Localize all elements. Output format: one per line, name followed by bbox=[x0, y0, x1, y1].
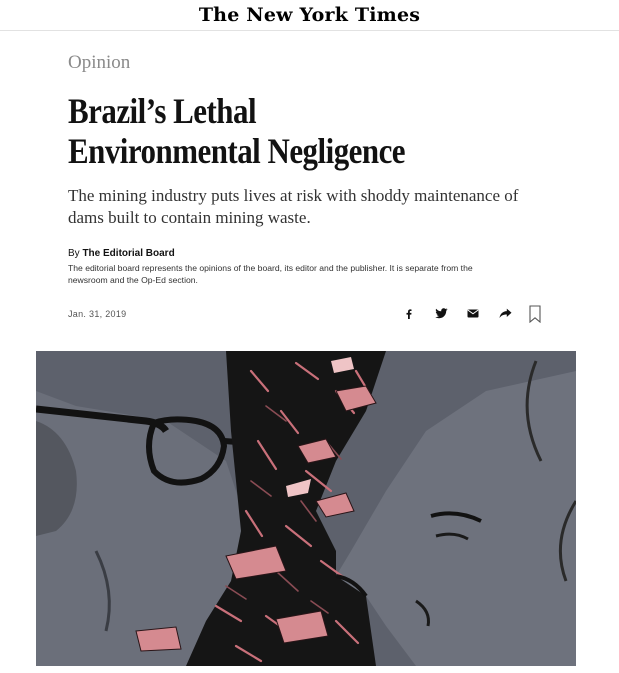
masthead bbox=[0, 0, 619, 31]
illustration-art bbox=[36, 351, 576, 666]
byline bbox=[68, 248, 558, 259]
headline bbox=[68, 91, 550, 171]
article-header bbox=[68, 52, 558, 325]
twitter-share-button[interactable] bbox=[430, 303, 452, 325]
headline-line-2: Environmental Negligence bbox=[68, 130, 406, 171]
headline-line-1: Brazil’s Lethal bbox=[68, 90, 257, 131]
byline-prefix: By bbox=[68, 247, 83, 259]
twitter-icon bbox=[435, 308, 448, 319]
more-share-button[interactable] bbox=[494, 303, 516, 325]
email-share-button[interactable] bbox=[462, 303, 484, 325]
share-icon bbox=[499, 308, 512, 319]
byline-description: The editorial board represents the opinions of the board, its editor and the publisher. It is separate from the newsroom and the Op-Ed section. bbox=[68, 262, 473, 285]
article-summary: The mining industry puts lives at risk with shoddy maintenance of dams built to contain mining waste. bbox=[68, 185, 519, 227]
nyt-logo[interactable]: The New York Times bbox=[198, 4, 421, 26]
bookmark-icon bbox=[529, 305, 541, 323]
facebook-share-button[interactable] bbox=[398, 303, 420, 325]
facebook-icon bbox=[403, 308, 415, 320]
section-label[interactable]: Opinion bbox=[68, 52, 131, 73]
email-icon bbox=[467, 309, 479, 318]
publish-date: Jan. 31, 2019 bbox=[68, 308, 127, 319]
save-bookmark-button[interactable] bbox=[528, 304, 542, 324]
article-illustration bbox=[36, 351, 576, 666]
share-tools bbox=[398, 303, 542, 325]
byline-author[interactable]: The Editorial Board bbox=[82, 247, 175, 259]
meta-row bbox=[68, 303, 542, 325]
